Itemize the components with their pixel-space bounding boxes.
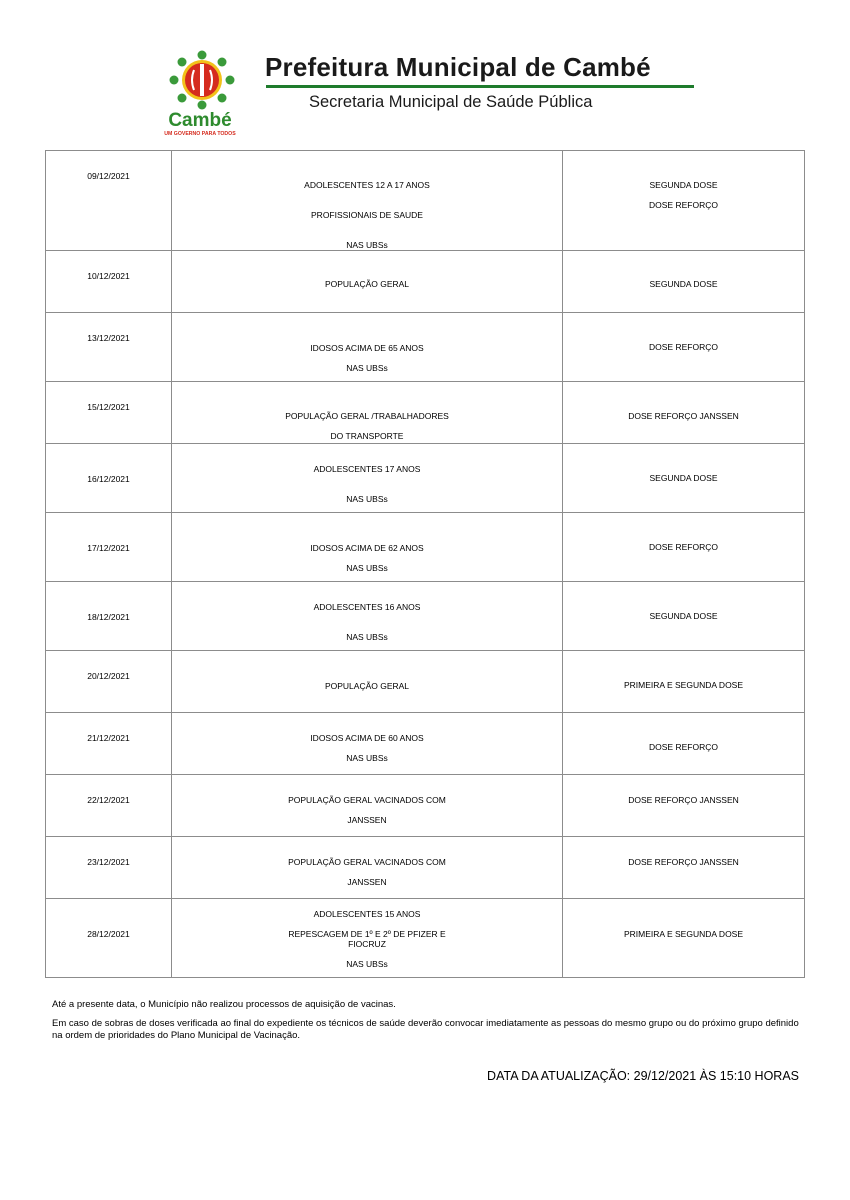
date-cell xyxy=(46,775,172,837)
title-underline xyxy=(266,85,694,88)
logo-text: Cambé xyxy=(168,110,232,131)
table-row xyxy=(46,899,805,978)
date-cell xyxy=(46,313,172,382)
group-cell xyxy=(172,775,563,837)
table-row xyxy=(46,513,805,582)
table-row xyxy=(46,313,805,382)
date-text: 17/12/2021 xyxy=(87,543,130,553)
table-row xyxy=(46,382,805,444)
dose-cell xyxy=(563,513,805,582)
group-line: POPULAÇÃO GERAL xyxy=(324,681,410,691)
group-cell xyxy=(172,313,563,382)
table-row xyxy=(46,444,805,513)
dose-line: DOSE REFORÇO JANSSEN xyxy=(628,857,739,867)
group-line: POPULAÇÃO GERAL VACINADOS COM xyxy=(288,795,446,805)
dose-line: PRIMEIRA E SEGUNDA DOSE xyxy=(623,929,744,939)
dose-line: SEGUNDA DOSE xyxy=(649,611,718,621)
group-line: NAS UBSs xyxy=(346,563,388,573)
dose-line: SEGUNDA DOSE xyxy=(649,180,718,190)
date-text: 16/12/2021 xyxy=(87,474,130,484)
group-line: ADOLESCENTES 15 ANOS xyxy=(313,909,421,919)
date-cell xyxy=(46,899,172,978)
date-text: 23/12/2021 xyxy=(87,857,130,867)
date-cell xyxy=(46,382,172,444)
table-row xyxy=(46,713,805,775)
group-line: POPULAÇÃO GERAL VACINADOS COM xyxy=(288,857,446,867)
date-text: 18/12/2021 xyxy=(87,612,130,622)
dose-cell xyxy=(563,899,805,978)
dose-cell xyxy=(563,837,805,899)
date-text: 09/12/2021 xyxy=(87,171,130,181)
date-text: 21/12/2021 xyxy=(87,733,130,743)
date-text: 28/12/2021 xyxy=(87,929,130,939)
table-row xyxy=(46,651,805,713)
group-line: NAS UBSs xyxy=(346,959,388,969)
group-line: IDOSOS ACIMA DE 65 ANOS xyxy=(310,343,424,353)
group-line: NAS UBSs xyxy=(346,632,388,642)
group-line: DO TRANSPORTE xyxy=(330,431,404,441)
group-line: NAS UBSs xyxy=(346,753,388,763)
group-line: FIOCRUZ xyxy=(348,939,386,949)
date-text: 15/12/2021 xyxy=(87,402,130,412)
date-text: 22/12/2021 xyxy=(87,795,130,805)
note-leftover-doses: Em caso de sobras de doses verificada ao final do expediente os técnicos de saúde deverão convocar imediatamente as pessoas do mesmo grupo ou do próximo grupo definido na ordem de prioridades do Plano Municipal de Vacinação. xyxy=(52,1018,799,1041)
dose-line: DOSE REFORÇO xyxy=(649,742,718,752)
group-cell xyxy=(172,899,563,978)
dose-line: DOSE REFORÇO xyxy=(649,542,718,552)
dose-line: SEGUNDA DOSE xyxy=(649,473,718,483)
dose-cell xyxy=(563,251,805,313)
dose-line: SEGUNDA DOSE xyxy=(649,279,718,289)
date-cell xyxy=(46,151,172,251)
group-cell xyxy=(172,651,563,713)
group-line: NAS UBSs xyxy=(346,240,388,250)
org-subtitle: Secretaria Municipal de Saúde Pública xyxy=(309,93,593,111)
last-updated: DATA DA ATUALIZAÇÃO: 29/12/2021 ÀS 15:10 HORAS xyxy=(487,1069,799,1083)
date-cell xyxy=(46,251,172,313)
group-line: ADOLESCENTES 16 ANOS xyxy=(313,602,421,612)
dose-cell xyxy=(563,444,805,513)
date-text: 13/12/2021 xyxy=(87,333,130,343)
group-cell xyxy=(172,582,563,651)
dose-cell xyxy=(563,582,805,651)
group-cell xyxy=(172,151,563,251)
group-cell xyxy=(172,251,563,313)
group-cell xyxy=(172,382,563,444)
vaccination-schedule-table xyxy=(45,150,805,978)
dose-cell xyxy=(563,313,805,382)
dose-cell xyxy=(563,151,805,251)
dose-line: DOSE REFORÇO xyxy=(649,200,718,210)
note-acquisition: Até a presente data, o Município não realizou processos de aquisição de vacinas. xyxy=(52,999,396,1010)
cambe-logo xyxy=(150,46,250,138)
dose-line: DOSE REFORÇO JANSSEN xyxy=(628,411,739,421)
table-row xyxy=(46,837,805,899)
date-text: 20/12/2021 xyxy=(87,671,130,681)
group-line: ADOLESCENTES 12 A 17 ANOS xyxy=(304,180,430,190)
date-cell xyxy=(46,513,172,582)
dose-cell xyxy=(563,651,805,713)
group-line: NAS UBSs xyxy=(346,363,388,373)
org-title: Prefeitura Municipal de Cambé xyxy=(265,52,651,82)
group-line: IDOSOS ACIMA DE 60 ANOS xyxy=(310,733,424,743)
group-line: PROFISSIONAIS DE SAUDE xyxy=(311,210,423,220)
dose-line: DOSE REFORÇO JANSSEN xyxy=(628,795,739,805)
date-text: 10/12/2021 xyxy=(87,271,130,281)
dose-cell xyxy=(563,713,805,775)
group-cell xyxy=(172,837,563,899)
group-line: POPULAÇÃO GERAL xyxy=(324,279,410,289)
table-row xyxy=(46,251,805,313)
table-row xyxy=(46,582,805,651)
dose-cell xyxy=(563,775,805,837)
group-line: POPULAÇÃO GERAL /TRABALHADORES xyxy=(285,411,449,421)
date-cell xyxy=(46,582,172,651)
logo-tagline: UM GOVERNO PARA TODOS xyxy=(164,131,236,137)
date-cell xyxy=(46,651,172,713)
group-line: IDOSOS ACIMA DE 62 ANOS xyxy=(310,543,424,553)
group-cell xyxy=(172,444,563,513)
dose-line: DOSE REFORÇO xyxy=(649,342,718,352)
group-cell xyxy=(172,513,563,582)
group-line: JANSSEN xyxy=(347,815,387,825)
page-header xyxy=(0,0,850,145)
dose-cell xyxy=(563,382,805,444)
date-cell xyxy=(46,713,172,775)
date-cell xyxy=(46,444,172,513)
group-line: ADOLESCENTES 17 ANOS xyxy=(313,464,421,474)
table-row xyxy=(46,151,805,251)
group-line: REPESCAGEM DE 1º E 2º DE PFIZER E xyxy=(288,929,446,939)
table-row xyxy=(46,775,805,837)
date-cell xyxy=(46,837,172,899)
dose-line: PRIMEIRA E SEGUNDA DOSE xyxy=(623,680,744,690)
group-line: NAS UBSs xyxy=(346,494,388,504)
group-line: JANSSEN xyxy=(347,877,387,887)
group-cell xyxy=(172,713,563,775)
